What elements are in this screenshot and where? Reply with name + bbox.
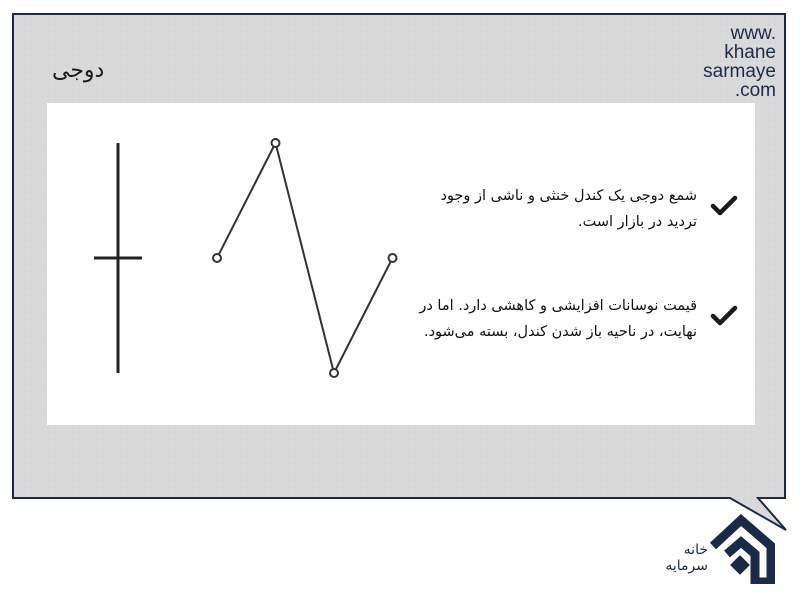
point-1 xyxy=(415,183,755,235)
price-path-point-2 xyxy=(272,139,280,147)
point-1-text: شمع دوجی یک کندل خنثی و ناشی از وجود تردید در بازار است. xyxy=(440,188,697,230)
price-path-point-1 xyxy=(213,254,221,262)
brand-logo-line-2: سرمایه xyxy=(665,558,708,574)
checkmark-icon xyxy=(707,299,741,333)
brand-logo-text xyxy=(656,542,708,574)
watermark-line-2: khane xyxy=(724,42,776,63)
price-path-line xyxy=(217,143,393,373)
page-title: دوجی xyxy=(52,58,105,83)
watermark-line-1: www. xyxy=(730,23,776,44)
watermark-line-3: sarmaye xyxy=(703,61,776,82)
website-watermark xyxy=(703,24,776,100)
checkmark-icon xyxy=(707,189,741,223)
price-path-point-3 xyxy=(330,369,338,377)
content-card xyxy=(47,103,755,425)
watermark-line-4: .com xyxy=(734,80,776,101)
price-path-point-4 xyxy=(389,254,397,262)
brand-logo-line-1: خانه xyxy=(683,542,708,558)
doji-diagram xyxy=(47,103,755,425)
point-2 xyxy=(415,293,755,345)
point-2-text: قیمت نوسانات افزایشی و کاهشی دارد. اما در نهایت، در ناحیه باز شدن کندل، بسته می‌شود. xyxy=(419,298,697,340)
